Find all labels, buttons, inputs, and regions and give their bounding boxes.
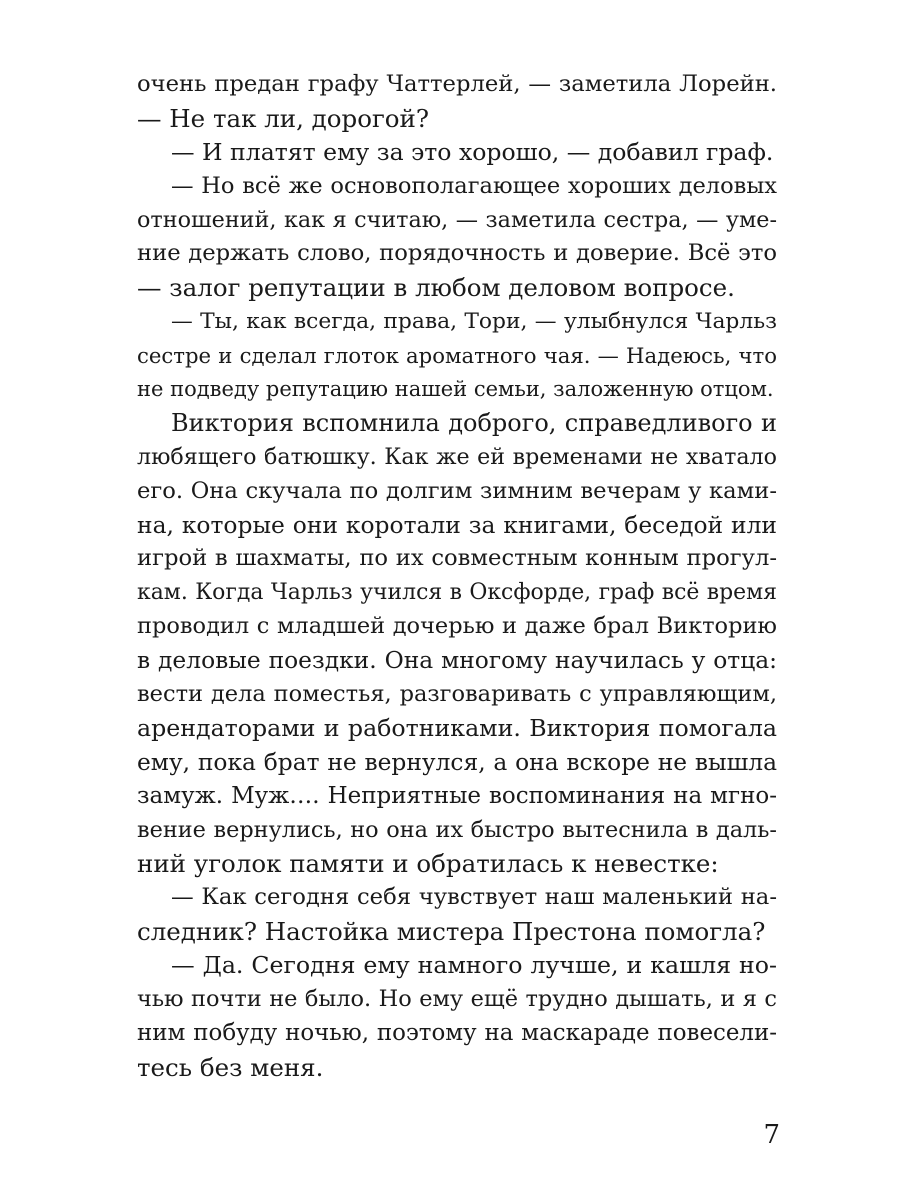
text-line: отношений, как я считаю, — заметила сестра, — уме- bbox=[137, 206, 777, 233]
text-line: не подведу репутацию нашей семьи, заложенную отцом. bbox=[137, 377, 774, 402]
text-line: чью почти не было. Но ему ещё трудно дышать, и я с bbox=[137, 986, 777, 1013]
text-line: — Не так ли, дорогой? bbox=[137, 103, 429, 133]
page-number: 7 bbox=[763, 1120, 780, 1150]
text-line: — И платят ему за это хорошо, — добавил граф. bbox=[171, 137, 774, 166]
text-line: его. Она скучала по долгим зимним вечерам у ками- bbox=[137, 477, 777, 504]
text-line: очень предан графу Чаттерлей, — заметила Лорейн. bbox=[137, 71, 777, 97]
body-text bbox=[137, 68, 777, 1085]
text-line: проводил с младшей дочерью и даже брал Викторию bbox=[137, 613, 777, 640]
text-line: — залог репутации в любом деловом вопросе. bbox=[137, 273, 735, 303]
text-line: — Как сегодня себя чувствует наш маленький на- bbox=[171, 884, 777, 911]
text-line: игрой в шахматы, по их совместным конным прогул- bbox=[137, 545, 777, 572]
text-line: вение вернулись, но она их быстро вытеснила в даль- bbox=[137, 816, 777, 843]
text-line: в деловые поездки. Она многому научилась у отца: bbox=[137, 646, 777, 675]
text-line: ние держать слово, порядочность и доверие. Всё это bbox=[137, 240, 777, 267]
text-line: тесь без меня. bbox=[137, 1052, 324, 1082]
text-line: ним побуду ночью, поэтому на маскараде повесели- bbox=[137, 1019, 777, 1046]
text-line: — Ты, как всегда, права, Тори, — улыбнулся Чарльз bbox=[171, 309, 777, 335]
text-line: на, которые они коротали за книгами, беседой или bbox=[137, 510, 777, 539]
text-line: Виктория вспомнила доброго, справедливого и bbox=[171, 408, 777, 437]
text-line: замуж. Муж…. Неприятные воспоминания на мгно- bbox=[137, 782, 777, 809]
text-line: любящего батюшку. Как же ей временами не хватало bbox=[137, 443, 777, 470]
text-line: ний уголок памяти и обратилась к невестке: bbox=[137, 849, 719, 879]
text-line: следник? Настойка мистера Престона помогла? bbox=[137, 917, 766, 947]
text-line: кам. Когда Чарльз учился в Оксфорде, граф всё время bbox=[137, 580, 777, 606]
text-line: сестре и сделал глоток ароматного чая. — Надеюсь, что bbox=[137, 343, 777, 369]
text-line: арендаторами и работниками. Виктория помогала bbox=[137, 713, 777, 742]
text-line: ему, пока брат не вернулся, а она вскоре не вышла bbox=[137, 747, 777, 776]
text-line: вести дела поместья, разговаривать с управляющим, bbox=[137, 681, 777, 708]
text-line: — Но всё же основополагающее хороших деловых bbox=[171, 172, 777, 199]
text-line: — Да. Сегодня ему намного лучше, и кашля но- bbox=[171, 951, 777, 980]
